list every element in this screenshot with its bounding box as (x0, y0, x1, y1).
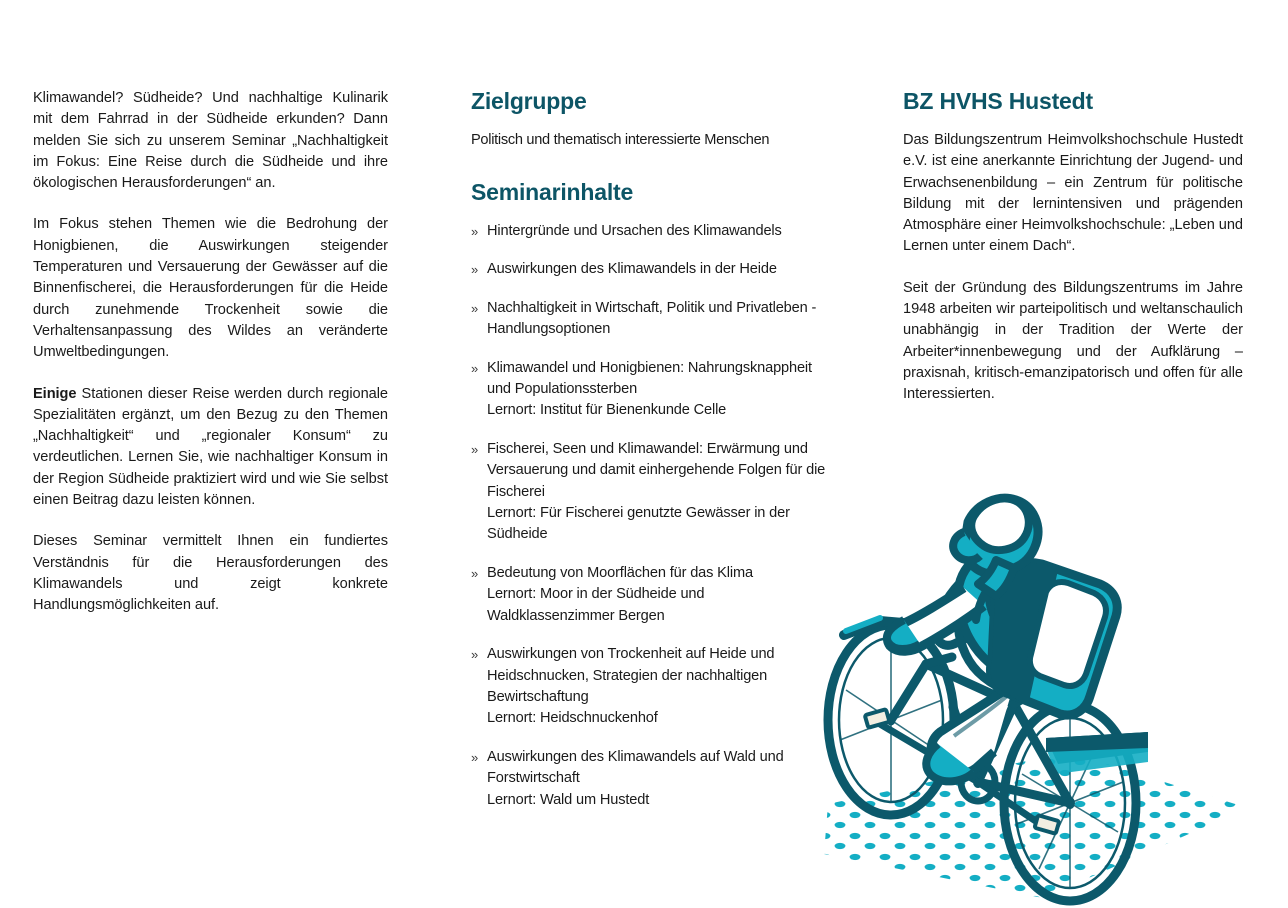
list-item-note: Lernort: Moor in der Südheide und Waldklassenzimmer Bergen (487, 586, 705, 624)
seminar-contents-list (471, 221, 827, 811)
list-item-main: Hintergründe und Ursachen des Klimawandels (487, 223, 782, 239)
list-item (471, 747, 827, 811)
bullet-marker-icon: » (471, 749, 479, 765)
list-item (471, 358, 827, 422)
paragraph-lead-word: Einige (33, 385, 77, 402)
list-item (471, 298, 827, 341)
organisation-column (903, 88, 1243, 406)
bullet-marker-icon: » (471, 262, 479, 278)
list-item-note: Lernort: Institut für Bienenkunde Celle (487, 402, 727, 419)
bullet-marker-icon: » (471, 224, 479, 239)
heading-bz-hvhs-hustedt: BZ HVHS Hustedt (903, 88, 1093, 114)
list-item-main: Klimawandel und Honigbienen: Nahrungsknappheit und Populationssterben (487, 359, 812, 398)
seminar-content-column (471, 88, 827, 811)
list-item (471, 259, 827, 280)
list-item-note: Lernort: Wald um Hustedt (487, 791, 650, 808)
bullet-marker-icon: » (471, 647, 479, 663)
list-item (471, 221, 827, 242)
intro-paragraph-4: Dieses Seminar vermittelt Ihnen ein fundiertes Verständnis für die Herausforderungen des Klimawandels und zeigt konkrete Handlungsmöglichkeiten auf. (33, 533, 388, 614)
bullet-marker-icon: » (471, 360, 479, 376)
paragraph-lead-rest: Stationen dieser Reise werden durch regionale Spezialitäten ergänzt, um den Bezug zu den Themen „Nachhaltigkeit“ und „regionaler Konsum“ zu verdeutlichen. Lernen Sie, wie nachhaltiger Konsum in der Region Südheide praktiziert wird und wie Sie selbst einen Beitrag dazu leisten können. (33, 385, 388, 509)
list-item-main: Nachhaltigkeit in Wirtschaft, Politik und Privatleben - Handlungsoptionen (487, 299, 817, 338)
list-item-main: Auswirkungen des Klimawandels in der Heide (487, 261, 777, 278)
list-item-main: Fischerei, Seen und Klimawandel: Erwärmung und Versauerung und damit einhergehende Folgen für die Fischerei (487, 440, 826, 500)
bullet-marker-icon: » (471, 441, 479, 457)
intro-paragraph-2: Im Fokus stehen Themen wie die Bedrohung der Honigbienen, die Auswirkungen steigender Temperaturen und Versauerung der Gewässer auf die Binnenfischerei, die Herausforderungen für die Heide durch zunehmende Trockenheit sowie die Verhaltensanpassung des Wildes an veränderte Umweltbedingungen. (33, 216, 388, 361)
list-item-main: Auswirkungen des Klimawandels auf Wald und Forstwirtschaft (487, 748, 784, 787)
list-item-main: Bedeutung von Moorflächen für das Klima (487, 564, 753, 581)
target-group-text: Politisch und thematisch interessierte Menschen (471, 132, 770, 148)
cyclist-with-backpack-illustration (818, 452, 1278, 908)
list-item (471, 644, 827, 730)
list-item (471, 563, 827, 627)
bullet-marker-icon: » (471, 300, 479, 316)
intro-paragraph-1: Klimawandel? Südheide? Und nachhaltige Kulinarik mit dem Fahrrad in der Südheide erkunden? Dann melden Sie sich zu unserem Seminar „Nachhaltigkeit im Fokus: Eine Reise durch die Südheide und ihre ökologischen Herausforderungen“ an. (33, 90, 388, 192)
list-item-note: Lernort: Heidschnuckenhof (487, 710, 658, 727)
heading-zielgruppe: Zielgruppe (471, 88, 587, 114)
list-item-note: Lernort: Für Fischerei genutzte Gewässer in der Südheide (487, 505, 790, 543)
org-paragraph-2: Seit der Gründung des Bildungszentrums im Jahre 1948 arbeiten wir parteipolitisch und weltanschaulich unabhängig in der Tradition der Werte der Arbeiter*innenbewegung und der Aufklärung – praxisnah, kritisch-emanzipatorisch und offen für alle Interessierten. (903, 279, 1243, 403)
cyclist-illustration-svg (818, 452, 1278, 908)
heading-seminarinhalte: Seminarinhalte (471, 179, 634, 205)
intro-paragraph-3 (33, 384, 388, 512)
bullet-marker-icon: » (471, 565, 479, 581)
org-paragraph-1: Das Bildungszentrum Heimvolkshochschule Hustedt e.V. ist eine anerkannte Einrichtung der Jugend- und Erwachsenenbildung – ein Zentrum für politische Bildung mit der lernintensiven und prägenden Atmosphäre einer Heimvolkshochschule: „Leben und Lernen unter einem Dach“. (903, 132, 1243, 255)
list-item-main: Auswirkungen von Trockenheit auf Heide und Heidschnucken, Strategien der nachhaltigen Bewirtschaftung (487, 646, 775, 705)
list-item (471, 439, 827, 546)
left-text-column (33, 88, 388, 617)
